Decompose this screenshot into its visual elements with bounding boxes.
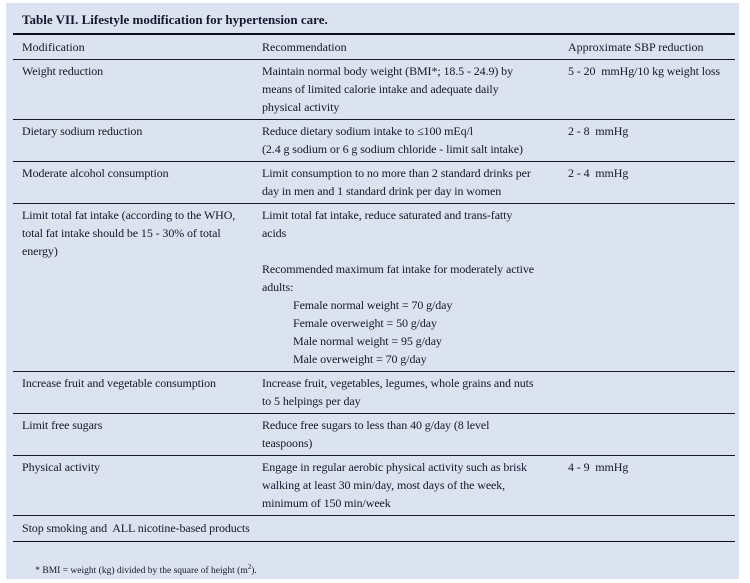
sbp-value: 2 - 4 mmHg — [568, 166, 629, 180]
footnote-text: ). — [251, 566, 257, 577]
sbp-value: 5 - 20 mmHg/10 kg weight loss — [568, 64, 720, 78]
fat-intake-item: Female overweight = 50 g/day — [293, 316, 437, 330]
text-line: Reduce free sugars to less than 40 g/day (8 level — [262, 418, 490, 432]
text-line: day in men and 1 standard drink per day in women — [262, 184, 502, 198]
cell-recommendation — [262, 416, 568, 452]
cell-sbp-reduction — [568, 416, 735, 452]
text-line: Limit total fat intake (according to the WHO, — [22, 208, 236, 222]
text-line: Weight reduction — [22, 64, 104, 78]
cell-recommendation — [262, 122, 568, 158]
cell-modification — [13, 458, 262, 512]
text-line: Recommended maximum fat intake for moderately active — [262, 262, 535, 276]
cell-modification — [13, 122, 262, 158]
text-line: Maintain normal body weight (BMI*; 18.5 - 24.9) by — [262, 64, 513, 78]
table-header-row — [13, 35, 735, 60]
text-line: Increase fruit and vegetable consumption — [22, 376, 216, 390]
text-line: acids — [262, 226, 287, 240]
text-line: Stop smoking and ALL nicotine-based products — [22, 521, 250, 535]
sbp-value — [568, 206, 735, 224]
cell-sbp-reduction — [568, 164, 735, 200]
table-row-fruit-vegetable — [13, 372, 735, 414]
table-title: Table VII. Lifestyle modification for hypertension care. — [13, 3, 735, 35]
cell-recommendation — [262, 206, 568, 368]
text-line: Physical activity — [22, 460, 100, 474]
text-line: energy) — [22, 244, 58, 258]
text-line: to 5 helpings per day — [262, 394, 361, 408]
table-container — [13, 3, 735, 579]
text-line: Moderate alcohol consumption — [22, 166, 169, 180]
sbp-value: 2 - 8 mmHg — [568, 124, 629, 138]
table-row-weight-reduction — [13, 60, 735, 120]
fat-intake-item: Female normal weight = 70 g/day — [293, 298, 453, 312]
table-row-physical-activity — [13, 456, 735, 516]
column-header-sbp-reduction: Approximate SBP reduction — [568, 40, 704, 54]
table-row-limit-total-fat — [13, 204, 735, 372]
text-line: Reduce dietary sodium intake to ≤100 mEq/l — [262, 124, 474, 138]
text-line: adults: — [262, 280, 294, 294]
table-row-limit-free-sugars — [13, 414, 735, 456]
footnote-text: * BMI = weight (kg) divided by the square of height (m — [35, 566, 248, 577]
cell-sbp-reduction — [568, 122, 735, 158]
text-line: Dietary sodium reduction — [22, 124, 143, 138]
fat-intake-item: Male overweight = 70 g/day — [293, 352, 427, 366]
text-line: Limit total fat intake, reduce saturated and trans-fatty — [262, 208, 513, 222]
text-line: means of limited calorie intake and adequate daily — [262, 82, 499, 96]
cell-sbp-reduction — [568, 374, 735, 410]
footnote-superscript: 2 — [247, 563, 252, 571]
column-header-recommendation: Recommendation — [262, 40, 347, 54]
cell-modification — [13, 416, 262, 452]
cell-sbp-reduction — [568, 62, 735, 116]
table-row-dietary-sodium — [13, 120, 735, 162]
cell-modification — [13, 62, 262, 116]
cell-sbp-reduction — [568, 458, 735, 512]
sbp-value: 4 - 9 mmHg — [568, 460, 629, 474]
text-line: (2.4 g sodium or 6 g sodium chloride - limit salt intake) — [262, 142, 523, 156]
cell-recommendation — [262, 374, 568, 410]
text-line: teaspoons) — [262, 436, 313, 450]
text-line: walking at least 30 min/day, most days of the week, — [262, 478, 506, 492]
cell-recommendation — [262, 164, 568, 200]
table-row-stop-smoking — [13, 516, 735, 542]
fat-intake-item: Male normal weight = 95 g/day — [293, 334, 442, 348]
sbp-value — [568, 374, 735, 392]
text-line: Engage in regular aerobic physical activity such as brisk — [262, 460, 527, 474]
cell-modification — [13, 374, 262, 410]
text-line: physical activity — [262, 100, 340, 114]
cell-modification — [13, 206, 262, 368]
text-line: Limit free sugars — [22, 418, 103, 432]
text-line: minimum of 150 min/week — [262, 496, 391, 510]
table-footnote — [13, 553, 735, 579]
cell-recommendation — [262, 62, 568, 116]
text-line: Limit consumption to no more than 2 standard drinks per — [262, 166, 531, 180]
text-line: Increase fruit, vegetables, legumes, whole grains and nuts — [262, 376, 534, 390]
table-panel — [6, 3, 739, 579]
text-line: total fat intake should be 15 - 30% of total — [22, 226, 221, 240]
sbp-value — [568, 416, 735, 434]
cell-sbp-reduction — [568, 206, 735, 368]
table-row-moderate-alcohol — [13, 162, 735, 204]
column-header-modification: Modification — [22, 40, 85, 54]
cell-recommendation — [262, 458, 568, 512]
cell-modification — [13, 164, 262, 200]
blank-line — [262, 242, 568, 260]
